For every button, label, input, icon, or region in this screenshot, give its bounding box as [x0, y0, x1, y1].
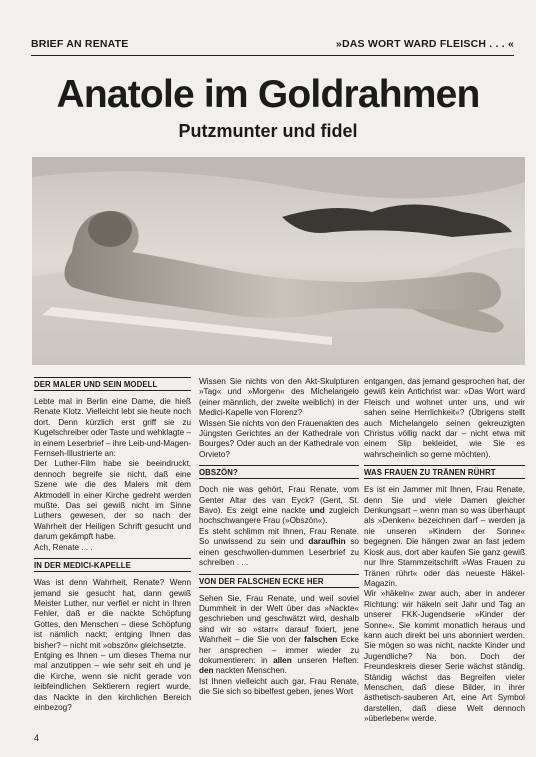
article-subtitle: Putzmunter und fidel: [178, 121, 358, 141]
column-2: [199, 377, 359, 698]
paragraph: Lebte mal in Berlin eine Dame, die hieß Renate Klotz. Vielleicht lebt sie heute noch dort. Denn kürzlich erst griff sie zu Kugelschreiber oder Taste und wehklagte – in einem Leserbrief – ihre Leib-und-Magen-Fernseh-Illustrierte an:: [34, 397, 192, 459]
text-run: so einen geschwollen-dummen Leserbrief zu schreiben . . .: [199, 537, 359, 568]
paragraph: Was ist denn Wahrheit, Renate? Wenn jemand sie gesucht hat, dann gewiß Meister Luther, nur verfiel er nicht in Ihren Fehler, daß er die nackte Schöpfung Gottes, den Menschen – diese Schöpfung ist nämlich nackt; entging Ihnen das bisher? – nicht mit »obszön« gleichsetzte.: [34, 578, 191, 650]
section-heading-falsche-ecke: VON DER FALSCHEN ECKE HER: [199, 574, 359, 588]
column-1: [34, 377, 191, 713]
text-run: unseren Heften:: [291, 655, 359, 665]
emphasis: falschen: [304, 635, 338, 645]
paragraph: [199, 527, 359, 569]
text-run: Sehen Sie, Frau Renate, und weil soviel Dummheit in der Welt über das »Nackte« geschrieben und geschwätzt wird, deshalb sind wir so »starr« darauf fixiert, jene Wahrheit – die Sie von der: [199, 593, 359, 645]
section-heading-maler: DER MALER UND SEIN MODELL: [34, 377, 191, 391]
paragraph: Der Luther-Film habe sie beeindruckt, dennoch begreife sie nicht, daß eine Szene wie die des Malers mit dem Aktmodell in einer Kirche gedreht werden mußte. Das sei gewiß nicht im Sinne Luthers gewesen, der so nach der Wahrheit der Heiligen Schrift gesucht und darum gekämpft habe.: [34, 459, 191, 542]
column-3: [364, 377, 525, 725]
paragraph: entgangen, das jemand gesprochen hat, der gewiß kein Antichrist war: »Das Wort ward Fleisch und wohnet unter uns, und wir sahen seine Herrlichkeit«? (Übrigens stellt auch Michelangelo seinen gekreuzigten Christus völlig nackt dar – nicht etwa mit einem Slip bekleidet, wie Sie es wahrscheinlich so gerne möchten).: [364, 377, 525, 459]
paragraph: Wissen Sie nichts von den Akt-Skulpturen »Tag« und »Morgen« des Michelangelo (einer männlich, der zweite weiblich) in der Medici-Kapelle von Florenz?: [199, 377, 359, 418]
section-tagline: »DAS WORT WARD FLEISCH . . . «: [335, 38, 514, 50]
section-label: BRIEF AN RENATE: [31, 38, 129, 50]
text-run: zugleich hochschwangere Frau (»Obszön«).: [199, 506, 359, 526]
paragraph: [199, 485, 359, 527]
header-rule: [31, 55, 514, 56]
section-heading-obszoen: OBSZÖN?: [199, 465, 359, 479]
paragraph: Wissen Sie nichts von den Frauenakten des Jüngsten Gerichtes an der Kathedrale von Bourges? Oder auch an der Kathedrale von Orvieto?: [199, 418, 359, 459]
beach-photo: [32, 157, 525, 365]
text-run: Es steht schlimm mit Ihnen, Frau Renate. So unwissend zu sein und: [199, 526, 359, 547]
section-heading-traenen: WAS FRAUEN ZU TRÄNEN RÜHRT: [364, 465, 525, 479]
paragraph: Ach, Renate . . .: [34, 542, 93, 552]
paragraph: [199, 594, 359, 677]
emphasis: und: [309, 506, 325, 516]
paragraph: Entging es Ihnen – um dieses Thema nur mal anzutippen – wie sehr seit eh und je die Kirche, wenn sie nicht gerade von leibfeindlichen Sektierern regiert wurde, das Nackte in den kirchlichen Bereich einbezog?: [34, 650, 191, 712]
page-number: 4: [34, 733, 40, 743]
paragraph: Wir »häkeln« zwar auch, aber in anderer Richtung: wir häkeln seit Jahr und Tag an unserer FKK-Jugendserie »Kinder der Sonne«. Sie kommt monatlich heraus und kann auch direkt bei uns abonniert werden. Sie mögen so was nicht, nackte Kinder und Jugendliche? Na bon. Doch der Freundeskreis dieser Serie wächst ständig. Ständig wächst das Begreifen vieler Menschen, daß diese Bilder, in ihrer ästhetisch-sauberen Art, eine Art Symbol darstellen, daß diese Welt dennoch »überleben« werde.: [364, 589, 525, 724]
beach-photo-illustration: [32, 157, 525, 365]
section-heading-medici: IN DER MEDICI-KAPELLE: [34, 558, 191, 572]
emphasis: allen: [273, 655, 292, 665]
paragraph: Es ist ein Jammer mit Ihnen, Frau Renate, denn Sie und viele Damen gleicher Denkungsart – wenn man so was überhaupt als »Denken« bezeichnen darf – werden ja nie unseren »Kindern der Sonne« begegnen. Die hängen zwar an fast jedem Kiosk aus, dort aber kaufen Sie ganz gewiß nur Ihre Stammzeitschrift »Was Frauen zu Tränen rührt« oder das neueste Häkel-Magazin.: [364, 485, 525, 588]
article-title: Anatole im Goldrahmen: [56, 73, 480, 116]
emphasis: den: [199, 666, 214, 676]
text-run: Doch nie was gehört, Frau Renate, vom Genter Altar des van Eyck? (Gent, St. Bavo). Es zeigt eine nackte: [199, 485, 359, 516]
text-run: nackten Menschen.: [213, 666, 287, 676]
emphasis: daraufhin: [308, 537, 346, 547]
text-run: Ecke her ansprechen – immer wieder zu dokumentieren: in: [199, 635, 359, 665]
paragraph: Ist Ihnen vielleicht auch gar, Frau Renate, die Sie sich so bibelfest geben, jenes Wort: [199, 676, 359, 697]
